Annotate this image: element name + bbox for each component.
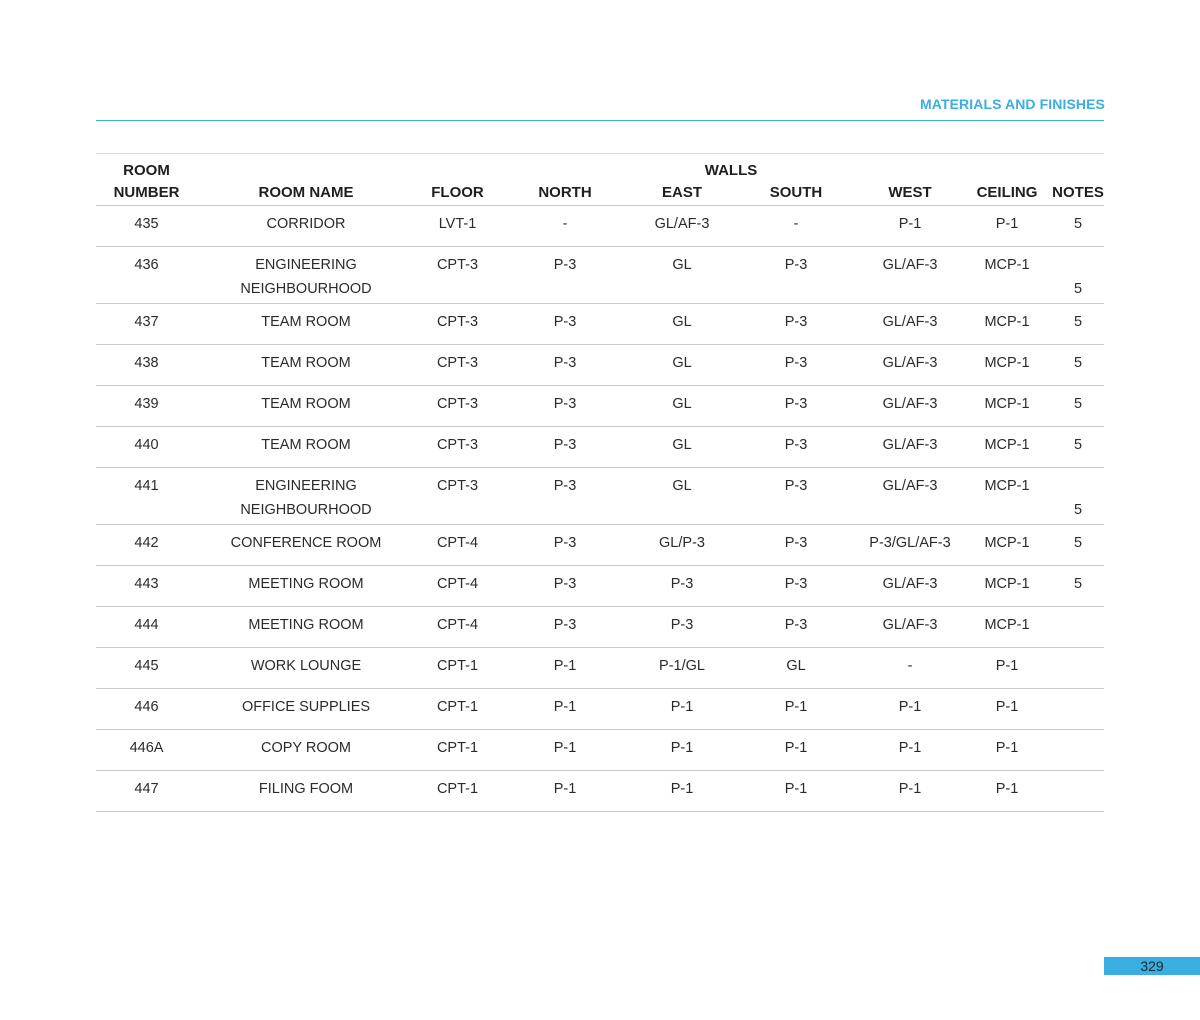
north-wall-cell: P-1 xyxy=(500,648,630,689)
room-number-cell: 442 xyxy=(96,525,197,566)
south-wall-cell: P-3 xyxy=(734,566,858,607)
table-row xyxy=(96,607,1104,648)
room-name-cell xyxy=(197,607,415,648)
room-number-cell: 444 xyxy=(96,607,197,648)
notes-cell: 5 xyxy=(1052,566,1104,607)
east-wall-cell: P-3 xyxy=(630,566,734,607)
north-wall-cell: P-3 xyxy=(500,566,630,607)
floor-cell: CPT-1 xyxy=(415,730,500,771)
east-wall-cell: GL xyxy=(630,427,734,468)
notes-cell: 5 xyxy=(1052,468,1104,525)
schedule-body xyxy=(96,206,1104,812)
table-row xyxy=(96,771,1104,812)
room-name-cell xyxy=(197,386,415,427)
ceiling-cell: MCP-1 xyxy=(962,427,1052,468)
south-wall-cell: P-3 xyxy=(734,247,858,304)
room-name-line: COPY ROOM xyxy=(261,740,351,756)
ceiling-cell: MCP-1 xyxy=(962,607,1052,648)
ceiling-cell: MCP-1 xyxy=(962,304,1052,345)
west-wall-cell: P-1 xyxy=(858,206,962,247)
room-name-line: ENGINEERING xyxy=(255,257,357,273)
south-wall-cell: P-3 xyxy=(734,345,858,386)
room-name-cell xyxy=(197,730,415,771)
west-wall-cell: P-1 xyxy=(858,689,962,730)
north-wall-cell: P-3 xyxy=(500,468,630,525)
east-wall-cell: P-1 xyxy=(630,771,734,812)
west-wall-cell: GL/AF-3 xyxy=(858,247,962,304)
room-name-cell xyxy=(197,771,415,812)
room-name-cell xyxy=(197,427,415,468)
table-row xyxy=(96,689,1104,730)
floor-cell: CPT-3 xyxy=(415,468,500,525)
floor-cell: CPT-1 xyxy=(415,689,500,730)
south-wall-cell: P-3 xyxy=(734,468,858,525)
south-wall-cell: P-1 xyxy=(734,730,858,771)
east-wall-cell: GL xyxy=(630,247,734,304)
west-wall-cell: P-3/GL/AF-3 xyxy=(858,525,962,566)
floor-cell: LVT-1 xyxy=(415,206,500,247)
room-number-cell: 443 xyxy=(96,566,197,607)
ceiling-cell: MCP-1 xyxy=(962,247,1052,304)
room-name-cell xyxy=(197,468,415,525)
east-wall-cell: GL xyxy=(630,304,734,345)
room-name-line: OFFICE SUPPLIES xyxy=(241,699,371,715)
room-name-line: MEETING ROOM xyxy=(248,617,364,633)
table-row xyxy=(96,345,1104,386)
table-row xyxy=(96,206,1104,247)
room-name-cell xyxy=(197,304,415,345)
room-name-line: TEAM ROOM xyxy=(261,355,351,371)
ceiling-cell: MCP-1 xyxy=(962,468,1052,525)
west-wall-cell: GL/AF-3 xyxy=(858,607,962,648)
south-wall-cell: P-3 xyxy=(734,386,858,427)
room-number-cell: 438 xyxy=(96,345,197,386)
room-name-cell xyxy=(197,566,415,607)
west-wall-cell: GL/AF-3 xyxy=(858,304,962,345)
room-name-cell xyxy=(197,247,415,304)
notes-cell: 5 xyxy=(1052,427,1104,468)
room-number-cell: 439 xyxy=(96,386,197,427)
notes-cell xyxy=(1052,648,1104,689)
notes-cell xyxy=(1052,607,1104,648)
room-number-cell: 447 xyxy=(96,771,197,812)
room-number-cell: 436 xyxy=(96,247,197,304)
floor-cell: CPT-3 xyxy=(415,304,500,345)
ceiling-cell: MCP-1 xyxy=(962,386,1052,427)
room-name-line-2: NEIGHBOURHOOD xyxy=(240,502,372,518)
table-row xyxy=(96,566,1104,607)
north-wall-cell: P-3 xyxy=(500,386,630,427)
notes-header: NOTES xyxy=(1052,179,1104,206)
table-row xyxy=(96,304,1104,345)
notes-cell xyxy=(1052,771,1104,812)
floor-cell: CPT-4 xyxy=(415,607,500,648)
south-wall-cell: P-1 xyxy=(734,771,858,812)
room-number-cell: 445 xyxy=(96,648,197,689)
east-wall-cell: GL/AF-3 xyxy=(630,206,734,247)
room-name-cell xyxy=(197,525,415,566)
east-wall-cell: GL xyxy=(630,468,734,525)
ceiling-cell: P-1 xyxy=(962,648,1052,689)
south-wall-cell: P-3 xyxy=(734,525,858,566)
room-number-cell: 435 xyxy=(96,206,197,247)
west-wall-cell: - xyxy=(858,648,962,689)
floor-header: FLOOR xyxy=(415,179,500,206)
west-wall-cell: GL/AF-3 xyxy=(858,386,962,427)
table-row xyxy=(96,386,1104,427)
notes-cell xyxy=(1052,730,1104,771)
room-number-cell: 437 xyxy=(96,304,197,345)
east-wall-cell: P-1 xyxy=(630,730,734,771)
section-title: MATERIALS AND FINISHES xyxy=(920,96,1105,112)
room-name-line: CORRIDOR xyxy=(266,216,346,232)
west-wall-cell: GL/AF-3 xyxy=(858,427,962,468)
east-wall-cell: P-3 xyxy=(630,607,734,648)
room-name-line: TEAM ROOM xyxy=(261,437,351,453)
room-name-header: ROOM NAME xyxy=(197,179,415,206)
east-wall-cell: GL xyxy=(630,386,734,427)
column-header-row xyxy=(96,179,1104,206)
ceiling-cell: P-1 xyxy=(962,730,1052,771)
south-wall-cell: P-3 xyxy=(734,607,858,648)
room-name-cell xyxy=(197,648,415,689)
north-wall-cell: P-1 xyxy=(500,689,630,730)
west-wall-cell: P-1 xyxy=(858,730,962,771)
group-header-row xyxy=(96,154,1104,180)
room-number-header-top: ROOM xyxy=(96,154,197,180)
table-row xyxy=(96,427,1104,468)
east-wall-cell: P-1/GL xyxy=(630,648,734,689)
room-name-line: FILING FOOM xyxy=(258,781,354,797)
notes-cell xyxy=(1052,689,1104,730)
room-number-cell: 440 xyxy=(96,427,197,468)
east-wall-cell: P-1 xyxy=(630,689,734,730)
notes-cell: 5 xyxy=(1052,525,1104,566)
room-name-line: TEAM ROOM xyxy=(261,396,351,412)
north-wall-cell: P-3 xyxy=(500,304,630,345)
north-wall-cell: P-3 xyxy=(500,427,630,468)
north-wall-cell: P-3 xyxy=(500,607,630,648)
north-wall-cell: P-3 xyxy=(500,247,630,304)
room-name-line: CONFERENCE ROOM xyxy=(230,535,382,551)
room-name-cell xyxy=(197,689,415,730)
room-number-header: NUMBER xyxy=(96,179,197,206)
floor-cell: CPT-4 xyxy=(415,525,500,566)
east-header: EAST xyxy=(630,179,734,206)
notes-cell: 5 xyxy=(1052,247,1104,304)
room-number-cell: 446 xyxy=(96,689,197,730)
finish-schedule-table xyxy=(96,153,1104,812)
south-header: SOUTH xyxy=(734,179,858,206)
west-wall-cell: GL/AF-3 xyxy=(858,345,962,386)
ceiling-cell: MCP-1 xyxy=(962,525,1052,566)
floor-cell: CPT-4 xyxy=(415,566,500,607)
room-name-line: MEETING ROOM xyxy=(248,576,364,592)
south-wall-cell: - xyxy=(734,206,858,247)
room-name-line: WORK LOUNGE xyxy=(250,658,362,674)
south-wall-cell: P-3 xyxy=(734,427,858,468)
ceiling-cell: P-1 xyxy=(962,689,1052,730)
title-rule xyxy=(96,120,1104,121)
page-number: 329 xyxy=(1104,957,1200,975)
west-wall-cell: P-1 xyxy=(858,771,962,812)
notes-cell: 5 xyxy=(1052,345,1104,386)
west-header: WEST xyxy=(858,179,962,206)
room-name-line: ENGINEERING xyxy=(255,478,357,494)
north-wall-cell: P-1 xyxy=(500,730,630,771)
north-wall-cell: P-1 xyxy=(500,771,630,812)
room-number-cell: 446A xyxy=(96,730,197,771)
room-name-line-2: NEIGHBOURHOOD xyxy=(240,281,372,297)
floor-cell: CPT-3 xyxy=(415,427,500,468)
south-wall-cell: P-1 xyxy=(734,689,858,730)
room-name-line: TEAM ROOM xyxy=(261,314,351,330)
floor-cell: CPT-1 xyxy=(415,648,500,689)
room-number-cell: 441 xyxy=(96,468,197,525)
south-wall-cell: P-3 xyxy=(734,304,858,345)
ceiling-cell: MCP-1 xyxy=(962,566,1052,607)
table-row xyxy=(96,468,1104,525)
north-header: NORTH xyxy=(500,179,630,206)
ceiling-cell: P-1 xyxy=(962,206,1052,247)
walls-group-header: WALLS xyxy=(500,154,962,180)
ceiling-cell: MCP-1 xyxy=(962,345,1052,386)
east-wall-cell: GL xyxy=(630,345,734,386)
notes-cell: 5 xyxy=(1052,304,1104,345)
table-row xyxy=(96,247,1104,304)
west-wall-cell: GL/AF-3 xyxy=(858,468,962,525)
table-row xyxy=(96,525,1104,566)
table-row xyxy=(96,648,1104,689)
floor-cell: CPT-3 xyxy=(415,386,500,427)
room-name-cell xyxy=(197,206,415,247)
ceiling-header: CEILING xyxy=(962,179,1052,206)
floor-cell: CPT-1 xyxy=(415,771,500,812)
notes-cell: 5 xyxy=(1052,386,1104,427)
north-wall-cell: - xyxy=(500,206,630,247)
west-wall-cell: GL/AF-3 xyxy=(858,566,962,607)
north-wall-cell: P-3 xyxy=(500,345,630,386)
floor-cell: CPT-3 xyxy=(415,247,500,304)
south-wall-cell: GL xyxy=(734,648,858,689)
east-wall-cell: GL/P-3 xyxy=(630,525,734,566)
table-row xyxy=(96,730,1104,771)
ceiling-cell: P-1 xyxy=(962,771,1052,812)
floor-cell: CPT-3 xyxy=(415,345,500,386)
room-name-cell xyxy=(197,345,415,386)
north-wall-cell: P-3 xyxy=(500,525,630,566)
notes-cell: 5 xyxy=(1052,206,1104,247)
